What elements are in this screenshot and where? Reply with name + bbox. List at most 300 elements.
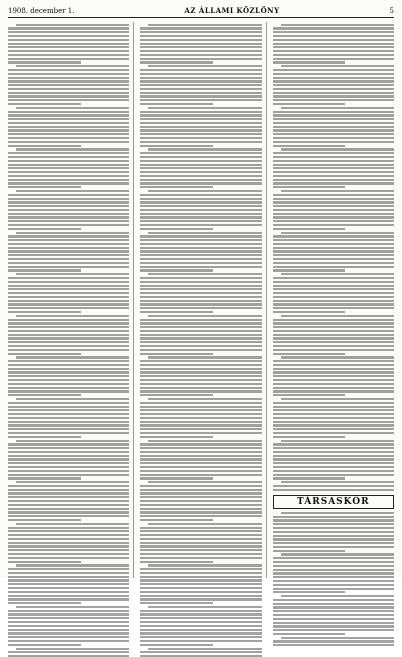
text-line <box>140 477 213 479</box>
text-line <box>8 213 129 215</box>
text-line <box>140 99 261 101</box>
text-line <box>140 322 261 324</box>
text-line <box>8 247 129 249</box>
text-line <box>140 451 261 453</box>
text-line <box>8 73 129 75</box>
text-line <box>273 477 346 479</box>
text-line <box>273 201 394 203</box>
text-line <box>273 88 394 90</box>
text-line <box>281 65 394 67</box>
text-line <box>8 84 129 86</box>
text-line <box>140 285 261 287</box>
column-2 <box>140 22 266 578</box>
text-line <box>281 481 394 483</box>
text-line <box>140 80 261 82</box>
text-line <box>140 572 261 574</box>
text-line <box>8 644 81 646</box>
text-line <box>273 606 394 608</box>
issue-date: 1908. december 1. <box>8 7 75 15</box>
text-line <box>8 534 129 536</box>
text-line <box>16 273 129 275</box>
text-line <box>140 167 261 169</box>
text-line <box>273 235 394 237</box>
text-line <box>273 387 394 389</box>
text-line <box>8 515 129 517</box>
text-line <box>273 466 394 468</box>
text-line <box>8 595 129 597</box>
text-line <box>273 292 394 294</box>
text-line <box>8 319 129 321</box>
text-line <box>140 511 261 513</box>
text-line <box>273 588 394 590</box>
text-line <box>140 266 261 268</box>
text-line <box>140 262 261 264</box>
text-line <box>8 613 129 615</box>
text-line <box>140 424 261 426</box>
text-line <box>273 319 394 321</box>
text-line <box>8 277 129 279</box>
text-line <box>140 542 261 544</box>
text-columns <box>8 22 394 578</box>
text-line <box>140 375 261 377</box>
text-line <box>140 182 261 184</box>
text-line <box>8 360 129 362</box>
text-line <box>273 572 394 574</box>
text-line <box>140 466 261 468</box>
text-line <box>281 232 394 234</box>
text-line <box>140 629 261 631</box>
text-line <box>273 92 394 94</box>
text-line <box>8 432 129 434</box>
text-line <box>273 39 394 41</box>
text-line <box>8 46 129 48</box>
text-line <box>8 92 129 94</box>
text-line <box>140 103 213 105</box>
text-line <box>140 179 261 181</box>
text-line <box>8 285 129 287</box>
text-line <box>273 182 394 184</box>
text-line <box>16 65 129 67</box>
text-line <box>8 579 129 581</box>
text-line <box>8 145 81 147</box>
text-line <box>273 277 394 279</box>
text-line <box>140 549 261 551</box>
masthead <box>8 6 394 18</box>
text-line <box>8 409 129 411</box>
text-line <box>8 175 129 177</box>
text-line <box>140 31 261 33</box>
text-line <box>273 455 394 457</box>
text-line <box>140 220 261 222</box>
text-line <box>16 315 129 317</box>
text-line <box>273 538 394 540</box>
text-line <box>140 330 261 332</box>
text-line <box>8 35 129 37</box>
text-line <box>8 194 129 196</box>
text-line <box>8 250 129 252</box>
text-line <box>273 610 394 612</box>
text-line <box>273 451 394 453</box>
text-line <box>273 205 394 207</box>
text-line <box>140 58 261 60</box>
text-line <box>273 84 394 86</box>
text-line <box>16 190 129 192</box>
text-line <box>8 292 129 294</box>
text-line <box>8 527 129 529</box>
text-line <box>8 489 129 491</box>
text-line <box>148 148 261 150</box>
text-line <box>273 179 394 181</box>
text-line <box>273 337 394 339</box>
text-line <box>140 239 261 241</box>
text-line <box>8 583 129 585</box>
text-line <box>8 417 129 419</box>
text-line <box>140 209 261 211</box>
text-line <box>8 553 129 555</box>
text-line <box>273 186 346 188</box>
text-line <box>8 303 129 305</box>
text-line <box>140 485 261 487</box>
text-line <box>8 341 129 343</box>
text-line <box>273 171 394 173</box>
text-line <box>8 281 129 283</box>
text-line <box>273 390 394 392</box>
text-line <box>273 209 394 211</box>
text-line <box>8 330 129 332</box>
text-line <box>273 485 394 487</box>
text-line <box>8 152 129 154</box>
text-line <box>140 198 261 200</box>
text-line <box>140 568 261 570</box>
text-line <box>140 277 261 279</box>
text-line <box>273 629 394 631</box>
text-line <box>8 262 129 264</box>
text-line <box>273 262 394 264</box>
newspaper-title: AZ ÁLLAMI KÖZLÖNY <box>184 6 280 15</box>
text-line <box>273 160 394 162</box>
text-line <box>8 122 129 124</box>
text-line <box>8 379 129 381</box>
text-line <box>8 258 129 260</box>
text-line <box>8 228 81 230</box>
text-line <box>140 595 261 597</box>
text-line <box>140 213 261 215</box>
text-line <box>8 511 129 513</box>
text-line <box>140 458 261 460</box>
text-line <box>140 413 261 415</box>
text-line <box>273 269 346 271</box>
text-line <box>16 148 129 150</box>
text-line <box>8 458 129 460</box>
text-line <box>140 186 213 188</box>
text-line <box>140 250 261 252</box>
text-line <box>281 273 394 275</box>
text-line <box>140 598 261 600</box>
text-line <box>140 326 261 328</box>
text-line <box>8 239 129 241</box>
text-line <box>273 69 394 71</box>
text-line <box>140 281 261 283</box>
text-line <box>273 114 394 116</box>
text-line <box>273 224 394 226</box>
text-line <box>281 398 394 400</box>
text-line <box>140 470 261 472</box>
text-line <box>140 141 261 143</box>
text-line <box>8 636 129 638</box>
text-line <box>148 440 261 442</box>
text-line <box>273 27 394 29</box>
text-line <box>140 27 261 29</box>
text-line <box>273 561 394 563</box>
text-line <box>8 269 81 271</box>
text-line <box>8 496 129 498</box>
text-line <box>140 644 213 646</box>
text-line <box>273 432 394 434</box>
text-line <box>273 379 394 381</box>
text-line <box>8 625 129 627</box>
text-line <box>8 296 129 298</box>
text-line <box>273 413 394 415</box>
text-line <box>140 39 261 41</box>
text-line <box>273 535 394 537</box>
text-line <box>8 80 129 82</box>
text-line <box>140 390 261 392</box>
text-line <box>140 360 261 362</box>
text-line <box>140 73 261 75</box>
text-line <box>140 613 261 615</box>
text-line <box>140 436 213 438</box>
text-line <box>8 421 129 423</box>
text-line <box>8 103 81 105</box>
text-line <box>8 220 129 222</box>
text-line <box>140 137 261 139</box>
text-line <box>273 73 394 75</box>
text-line <box>273 164 394 166</box>
text-line <box>140 126 261 128</box>
text-line <box>273 383 394 385</box>
text-line <box>140 557 261 559</box>
text-line <box>16 24 129 26</box>
text-line <box>273 341 394 343</box>
text-line <box>140 364 261 366</box>
text-line <box>273 220 394 222</box>
text-line <box>273 349 394 351</box>
text-line <box>281 356 394 358</box>
text-line <box>140 353 213 355</box>
text-line <box>273 99 394 101</box>
text-line <box>8 129 129 131</box>
text-line <box>8 164 129 166</box>
text-line <box>140 111 261 113</box>
text-line <box>273 167 394 169</box>
text-line <box>8 598 129 600</box>
text-line <box>273 527 394 529</box>
text-line <box>140 118 261 120</box>
text-line <box>8 39 129 41</box>
text-line <box>273 303 394 305</box>
text-line <box>273 152 394 154</box>
text-line <box>273 311 346 313</box>
text-line <box>140 579 261 581</box>
text-line <box>148 273 261 275</box>
text-line <box>273 266 394 268</box>
text-line <box>8 561 81 563</box>
text-line <box>8 470 129 472</box>
text-line <box>273 458 394 460</box>
text-line <box>8 88 129 90</box>
text-line <box>8 337 129 339</box>
text-line <box>140 553 261 555</box>
text-line <box>140 492 261 494</box>
text-line <box>8 451 129 453</box>
text-line <box>140 538 261 540</box>
text-line <box>8 118 129 120</box>
text-line <box>140 636 261 638</box>
text-line <box>8 364 129 366</box>
text-line <box>140 561 213 563</box>
text-line <box>16 356 129 358</box>
text-line <box>140 519 213 521</box>
text-line <box>8 216 129 218</box>
text-line <box>140 447 261 449</box>
text-line <box>281 24 394 26</box>
text-line <box>273 111 394 113</box>
text-line <box>273 618 394 620</box>
text-line <box>273 447 394 449</box>
text-line <box>140 587 261 589</box>
text-line <box>8 542 129 544</box>
text-line <box>8 545 129 547</box>
text-line <box>273 281 394 283</box>
text-line <box>273 360 394 362</box>
text-line <box>140 92 261 94</box>
text-line <box>273 285 394 287</box>
text-line <box>16 481 129 483</box>
text-line <box>148 648 261 650</box>
text-line <box>140 247 261 249</box>
text-line <box>140 534 261 536</box>
text-line <box>140 319 261 321</box>
text-line <box>140 591 261 593</box>
text-line <box>273 428 394 430</box>
text-line <box>273 565 394 567</box>
text-line <box>273 546 394 548</box>
text-line <box>16 564 129 566</box>
text-line <box>273 198 394 200</box>
text-line <box>8 133 129 135</box>
text-line <box>8 572 129 574</box>
text-line <box>8 492 129 494</box>
text-line <box>273 250 394 252</box>
text-line <box>8 568 129 570</box>
text-line <box>8 383 129 385</box>
text-line <box>8 243 129 245</box>
text-line <box>140 46 261 48</box>
text-line <box>140 530 261 532</box>
text-line <box>273 213 394 215</box>
text-line <box>8 205 129 207</box>
text-line <box>273 247 394 249</box>
text-line <box>140 175 261 177</box>
text-line <box>140 602 213 604</box>
text-line <box>140 462 261 464</box>
text-line <box>8 424 129 426</box>
text-line <box>273 406 394 408</box>
text-line <box>140 288 261 290</box>
text-line <box>8 209 129 211</box>
text-line <box>8 50 129 52</box>
text-line <box>140 35 261 37</box>
text-line <box>140 432 261 434</box>
text-line <box>140 228 213 230</box>
text-line <box>273 129 394 131</box>
text-line <box>140 50 261 52</box>
text-line <box>140 515 261 517</box>
text-line <box>8 557 129 559</box>
text-line <box>281 440 394 442</box>
text-line <box>8 508 129 510</box>
text-line <box>8 485 129 487</box>
text-line <box>8 477 81 479</box>
text-line <box>8 31 129 33</box>
text-line <box>140 379 261 381</box>
section-heading: TÁRSASKÖR <box>273 495 394 509</box>
text-line <box>140 387 261 389</box>
text-line <box>8 179 129 181</box>
text-line <box>140 640 261 642</box>
text-line <box>140 421 261 423</box>
text-line <box>273 345 394 347</box>
text-line <box>273 307 394 309</box>
text-line <box>8 198 129 200</box>
text-line <box>8 160 129 162</box>
text-line <box>8 137 129 139</box>
text-line <box>8 27 129 29</box>
text-line <box>273 194 394 196</box>
text-line <box>140 334 261 336</box>
text-line <box>140 254 261 256</box>
text-line <box>140 235 261 237</box>
text-line <box>8 99 129 101</box>
text-line <box>8 54 129 56</box>
text-line <box>140 345 261 347</box>
text-line <box>273 622 394 624</box>
text-line <box>8 182 129 184</box>
text-line <box>273 421 394 423</box>
text-line <box>273 326 394 328</box>
text-line <box>148 232 261 234</box>
text-line <box>281 637 394 639</box>
text-line <box>8 621 129 623</box>
text-line <box>8 186 81 188</box>
text-line <box>8 651 129 653</box>
text-line <box>140 621 261 623</box>
text-line <box>140 504 261 506</box>
text-line <box>273 462 394 464</box>
text-line <box>148 24 261 26</box>
text-line <box>273 31 394 33</box>
text-line <box>273 580 394 582</box>
text-line <box>273 258 394 260</box>
text-line <box>8 345 129 347</box>
text-line <box>273 137 394 139</box>
text-line <box>8 500 129 502</box>
text-line <box>273 58 394 60</box>
text-line <box>273 43 394 45</box>
text-line <box>8 156 129 158</box>
text-line <box>273 614 394 616</box>
text-line <box>148 398 261 400</box>
